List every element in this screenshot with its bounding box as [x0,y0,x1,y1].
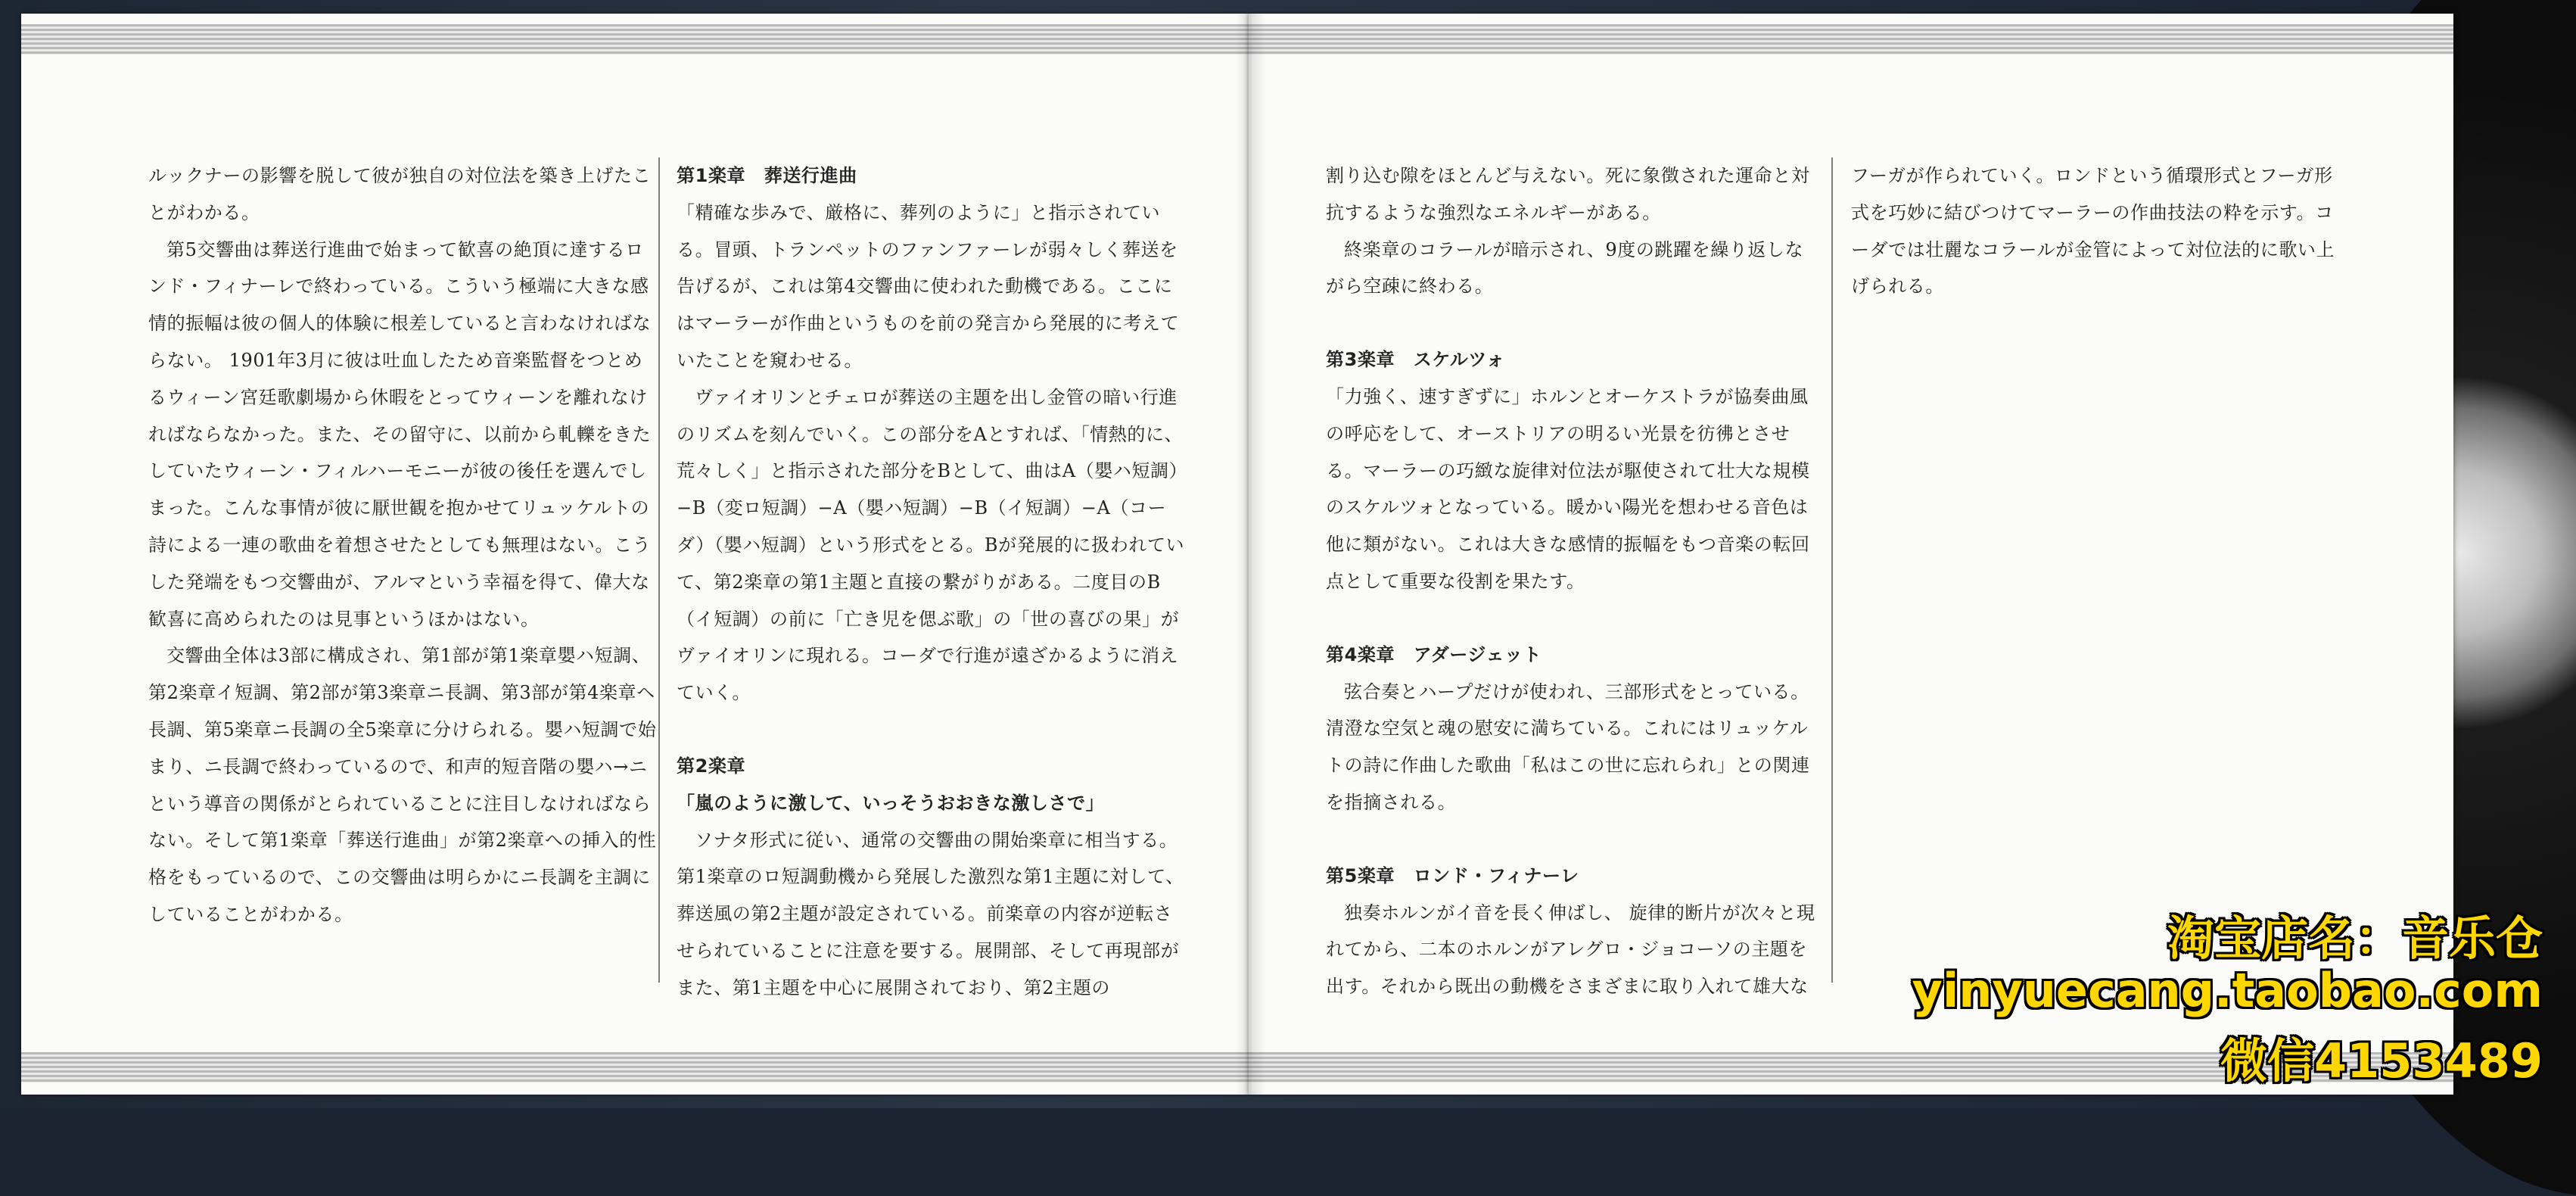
movement-heading: 第3楽章 スケルツォ [1326,349,1505,371]
movement-heading: 第5楽章 ロンド・フィナーレ [1326,864,1579,886]
bottom-stripe-band [21,1052,1249,1082]
body-paragraph: フーガが作られていく。ロンドという循環形式とフーガ形式を巧妙に結びつけてマーラーの作曲技法の粋を示す。コーダでは壮麗なコラールが金管によって対位法的に歌い上げられる。 [1851,165,2335,297]
body-paragraph: 割り込む隙をほとんど与えない。死に象徴された運命と対抗するような強烈なエネルギーがある。 [1326,165,1810,223]
text-column-1 [148,157,660,933]
booklet-left-page [21,14,1249,1095]
body-paragraph: 交響曲全体は3部に構成され、第1部が第1楽章嬰ハ短調、第2楽章イ短調、第2部が第3楽章ニ長調、第3部が第4楽章ヘ長調、第5楽章ニ長調の全5楽章に分けられる。嬰ハ短調で始まり、ニ長調で終わっているので、和声的短音階の嬰ハ→ニという導音の関係がとられていることに注目しなければならない。そして第1楽章「葬送行進曲」が第2楽章への挿入的性格をもっているので、この交響曲は明らかにニ長調を主調にしていることがわかる。 [148,645,657,925]
text-column-3 [1326,157,1816,1005]
body-paragraph: 終楽章のコラールが暗示され、9度の跳躍を繰り返しながら空疎に終わる。 [1326,238,1804,297]
body-paragraph: ヴァイオリンとチェロが葬送の主題を出し金管の暗い行進のリズムを刻んでいく。この部分をAとすれば、「情熱的に、荒々しく」と指示された部分をBとして、曲はA（嬰ハ短調）−B（変ロ短調）−A（嬰ハ短調）−B（イ短調）−A（コーダ）（嬰ハ短調）という形式をとる。Bが発展的に扱われていて、第2楽章の第1主題と直接の繋がりがある。二度目のB（イ短調）の前に「亡き児を偲ぶ歌」の「世の喜びの果」がヴァイオリンに現れる。コーダで行進が遠ざかるように消えていく。 [677,386,1188,704]
body-paragraph: 第5交響曲は葬送行進曲で始まって歓喜の絶頂に達するロンド・フィナーレで終わっている。こういう極端に大きな感情的振幅は彼の個人的体験に根差していると言わなければならない。 1901年3月に彼は吐血したため音楽監督をつとめるウィーン宮廷歌劇場から休暇をとってウィーンを離れなければならなかった。また、その留守に、以前から軋轢をきたしていたウィーン・フィルハーモニーが彼の後任を選んでしまった。こんな事情が彼に厭世観を抱かせてリュッケルトの詩による一連の歌曲を着想させたとしても無理はない。こうした発端をもつ交響曲が、アルマという幸福を得て、偉大な歓喜に高められたのは見事というほかはない。 [148,238,652,630]
text-column-2 [677,157,1188,1007]
text-column-4 [1851,157,2341,305]
column-divider [658,157,660,983]
body-paragraph: 独奏ホルンがイ音を長く伸ばし、 旋律的断片が次々と現れてから、二本のホルンがアレグロ・ジョコーソの主題を出す。それから既出の動機をさまざまに取り入れて雄大な [1326,902,1815,998]
column-divider [1831,157,1833,983]
movement-heading: 第1楽章 葬送行進曲 [677,165,857,186]
shop-name-watermark: 淘宝店名：音乐仓 [2167,911,2543,966]
paragraph-gap [677,712,1188,748]
movement-heading: 第4楽章 アダージェット [1326,643,1542,665]
body-paragraph: 弦合奏とハープだけが使われ、三部形式をとっている。清澄な空気と魂の慰安に満ちている。これにはリュッケルトの詩に作曲した歌曲「私はこの世に忘れられ」との関連を指摘される。 [1326,681,1810,813]
body-paragraph: 「力強く、速すぎずに」ホルンとオーケストラが協奏曲風の呼応をして、オーストリアの明るい光景を彷彿とさせる。マーラーの巧緻な旋律対位法が駆使されて壮大な規模のスケルツォとなっている。暖かい陽光を想わせる音色は他に類がない。これは大きな感情的振幅をもつ音楽の転回点として重要な役割を果たす。 [1326,385,1810,592]
body-paragraph: 「精確な歩みで、厳格に、葬列のように」と指示されている。冒頭、トランペットのファンファーレが弱々しく葬送を告げるが、これは第4交響曲に使われた動機である。ここにはマーラーが作曲というものを前の発言から発展的に考えていたことを窺わせる。 [677,201,1180,371]
paragraph-gap [1326,305,1816,341]
top-stripe-band [1249,24,2453,55]
top-stripe-band [21,24,1249,55]
body-paragraph: ルックナーの影響を脱して彼が独自の対位法を築き上げたことがわかる。 [148,165,652,223]
movement-heading: 「嵐のように激して、いっそうおおきな激しさで」 [677,792,1105,814]
book-gutter [1235,14,1265,1095]
paragraph-gap [1326,821,1816,858]
body-paragraph: ソナタ形式に従い、通常の交響曲の開始楽章に相当する。第1楽章のロ短調動機から発展した激烈な第1主題に対して、葬送風の第2主題が設定されている。前楽章の内容が逆転させられていることに注意を要する。展開部、そして再現部がまた、第1主題を中心に展開されており、第2主題の [677,829,1184,998]
shop-url-watermark: yinyuecang.taobao.com [1912,963,2543,1018]
movement-heading: 第2楽章 [677,755,746,777]
wechat-watermark: 微信4153489 [2220,1033,2543,1089]
paragraph-gap [1326,600,1816,637]
